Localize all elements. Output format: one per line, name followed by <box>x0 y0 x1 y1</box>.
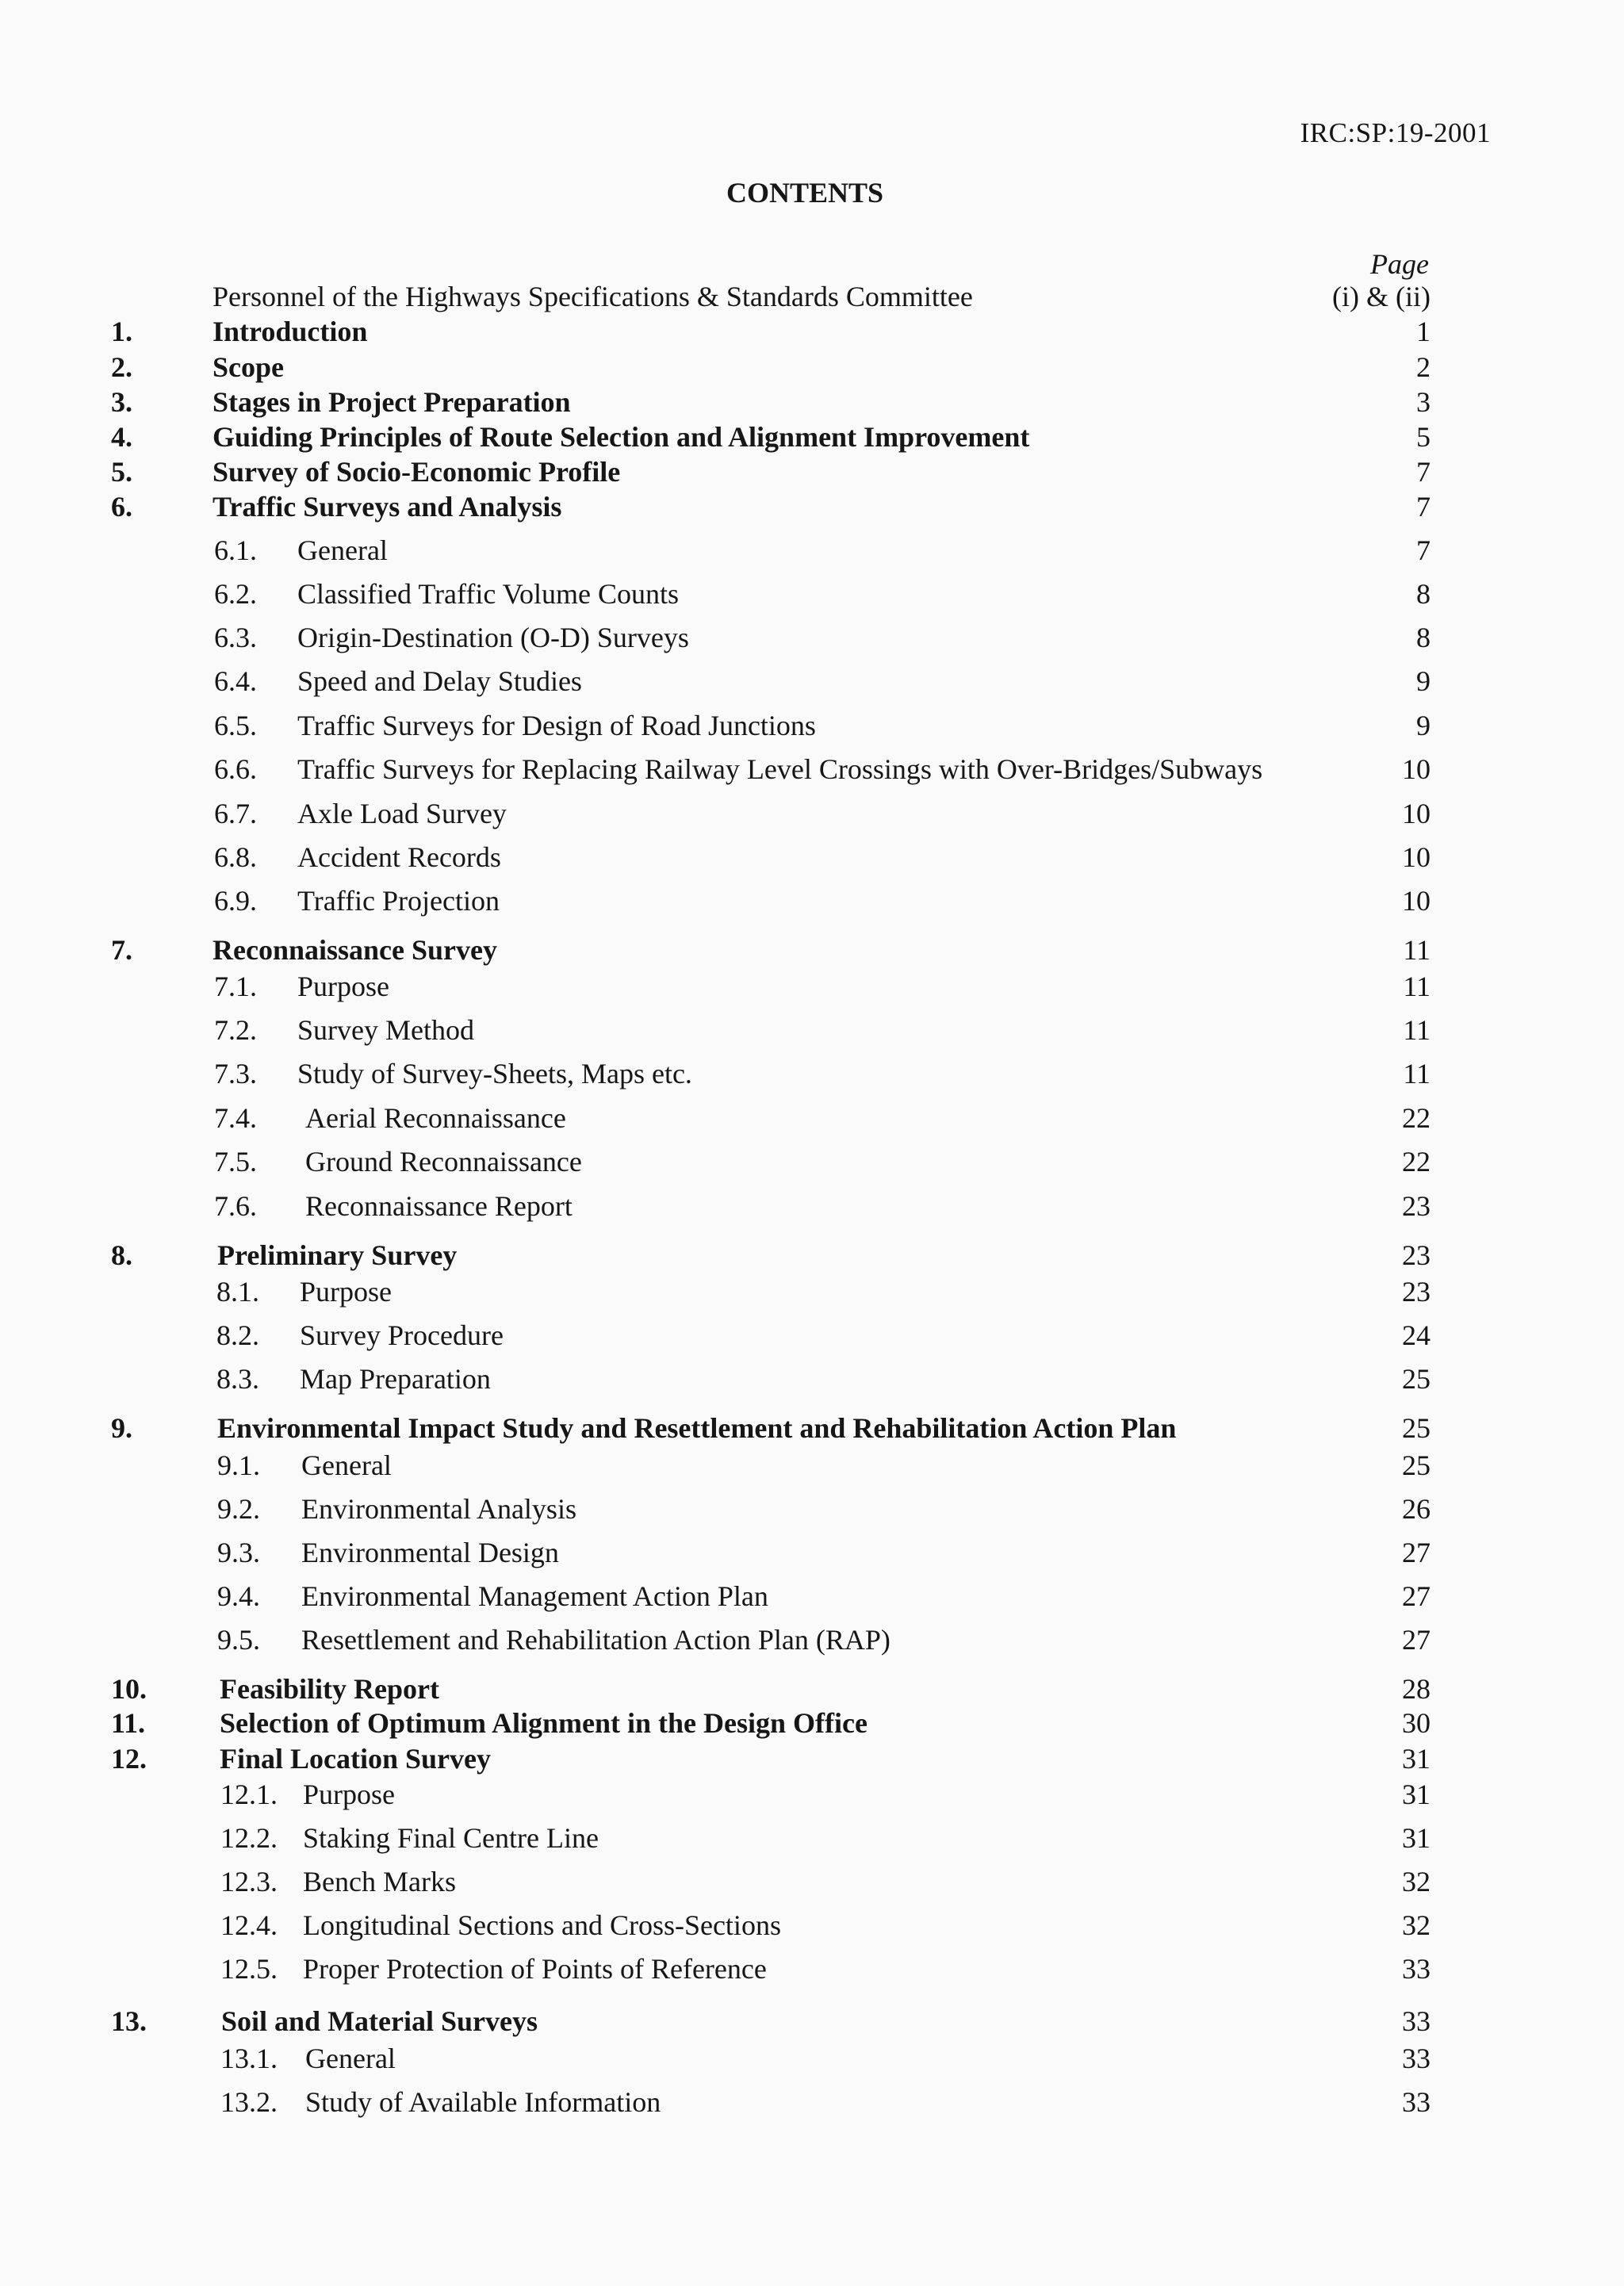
toc-subsection-number: 8.3. <box>216 1363 259 1395</box>
toc-section <box>0 932 1624 967</box>
toc-section-number: 3. <box>111 386 132 418</box>
toc-subsection <box>0 883 1624 918</box>
toc-subsection-number: 7.2. <box>214 1014 257 1046</box>
toc-subsection-title: Purpose <box>303 1779 395 1810</box>
toc-subsection-title: General <box>305 2043 396 2074</box>
toc-subsection-number: 7.6. <box>214 1190 257 1222</box>
toc-entry-page: 31 <box>1402 1779 1431 1810</box>
toc-entry-page: 24 <box>1402 1319 1431 1351</box>
toc-subsection-title: Traffic Surveys for Design of Road Junctions <box>297 710 816 741</box>
toc-subsection <box>0 1491 1624 1526</box>
toc-subsection <box>0 1579 1624 1614</box>
toc-subsection <box>0 576 1624 611</box>
toc-subsection <box>0 1361 1624 1396</box>
toc-entry-page: 22 <box>1402 1102 1431 1134</box>
toc-entry-page: 26 <box>1402 1493 1431 1525</box>
toc-subsection-number: 8.1. <box>216 1276 259 1308</box>
toc-subsection-number: 9.1. <box>217 1449 260 1481</box>
toc-entry-page: 11 <box>1403 971 1431 1002</box>
toc-subsection-title: Axle Load Survey <box>297 798 507 829</box>
toc-section-number: 2. <box>111 351 132 383</box>
toc-entry-page: 10 <box>1402 841 1431 873</box>
toc-subsection-number: 6.7. <box>214 798 257 829</box>
toc-subsection <box>0 1951 1624 1986</box>
toc-subsection-title: Survey Method <box>297 1014 474 1046</box>
toc-subsection-title: Staking Final Centre Line <box>303 1822 599 1854</box>
toc-subsection-number: 12.2. <box>220 1822 278 1854</box>
toc-entry-page: 33 <box>1402 2005 1431 2037</box>
toc-section-number: 7. <box>111 934 132 966</box>
toc-subsection <box>0 1101 1624 1135</box>
toc-subsection <box>0 840 1624 875</box>
toc-entry-page: 22 <box>1402 1146 1431 1177</box>
toc-subsection <box>0 1864 1624 1899</box>
toc-subsection-title: Study of Survey-Sheets, Maps etc. <box>297 1058 692 1089</box>
toc-section <box>0 385 1624 419</box>
toc-section <box>0 1671 1624 1706</box>
toc-entry-personnel <box>0 279 1624 314</box>
toc-subsection <box>0 1318 1624 1353</box>
toc-subsection <box>0 2041 1624 2076</box>
toc-subsection-title: Ground Reconnaissance <box>305 1146 582 1177</box>
toc-subsection <box>0 1908 1624 1943</box>
toc-subsection <box>0 1777 1624 1812</box>
toc-entry-page: 32 <box>1402 1866 1431 1897</box>
toc-subsection <box>0 708 1624 743</box>
toc-subsection <box>0 969 1624 1004</box>
toc-section-title: Preliminary Survey <box>217 1239 458 1271</box>
toc-subsection-number: 6.8. <box>214 841 257 873</box>
toc-subsection-number: 6.3. <box>214 622 257 653</box>
toc-subsection-number: 6.5. <box>214 710 257 741</box>
toc-entry-page: 25 <box>1402 1449 1431 1481</box>
toc-subsection <box>0 2085 1624 2119</box>
toc-section-title: Environmental Impact Study and Resettlement and Rehabilitation Action Plan <box>217 1412 1177 1444</box>
toc-section <box>0 454 1624 489</box>
toc-subsection-number: 6.6. <box>214 753 257 785</box>
toc-section-number: 13. <box>111 2005 147 2037</box>
toc-subsection-title: Traffic Surveys for Replacing Railway Level Crossings with Over-Bridges/Subways <box>297 753 1263 785</box>
toc-entry-page: 31 <box>1402 1822 1431 1854</box>
toc-section <box>0 489 1624 524</box>
toc-entry-page: 7 <box>1416 456 1431 488</box>
toc-section-title: Selection of Optimum Alignment in the Design Office <box>220 1707 868 1739</box>
toc-subsection-title: Resettlement and Rehabilitation Action Plan (RAP) <box>301 1624 891 1656</box>
toc-subsection-title: Study of Available Information <box>305 2086 661 2118</box>
toc-entry-page: 5 <box>1416 421 1431 453</box>
toc-section <box>0 1238 1624 1273</box>
toc-section-number: 6. <box>111 491 132 523</box>
toc-subsection <box>0 1056 1624 1091</box>
toc-subsection-number: 6.9. <box>214 885 257 917</box>
toc-subsection <box>0 1622 1624 1657</box>
toc-subsection-number: 12.1. <box>220 1779 278 1810</box>
toc-section-title: Soil and Material Surveys <box>221 2005 538 2037</box>
toc-entry-page: 33 <box>1402 2043 1431 2074</box>
toc-entry-page: 1 <box>1416 316 1431 347</box>
toc-entry-page: 10 <box>1402 753 1431 785</box>
toc-subsection <box>0 533 1624 568</box>
toc-subsection-number: 12.4. <box>220 1909 278 1941</box>
toc-section-number: 9. <box>111 1412 132 1444</box>
toc-subsection-number: 6.4. <box>214 665 257 697</box>
toc-subsection-title: General <box>297 534 388 566</box>
toc-section-title: Final Location Survey <box>220 1743 492 1775</box>
toc-subsection <box>0 1448 1624 1483</box>
toc-subsection-number: 7.3. <box>214 1058 257 1089</box>
toc-entry-page: 10 <box>1402 885 1431 917</box>
toc-section-number: 10. <box>111 1673 147 1705</box>
toc-subsection <box>0 1189 1624 1223</box>
toc-entry-page: 2 <box>1416 351 1431 383</box>
toc-subsection-number: 9.4. <box>217 1580 260 1612</box>
toc-section-number: 4. <box>111 421 132 453</box>
toc-section-title: Introduction <box>213 316 368 347</box>
toc-entry-page: 27 <box>1402 1624 1431 1656</box>
toc-entry-title: Personnel of the Highways Specifications & Standards Committee <box>213 281 973 312</box>
toc-subsection-number: 8.2. <box>216 1319 259 1351</box>
toc-section-title: Feasibility Report <box>220 1673 439 1705</box>
toc-subsection <box>0 796 1624 831</box>
toc-subsection-title: Environmental Management Action Plan <box>301 1580 768 1612</box>
toc-entry-page: 27 <box>1402 1580 1431 1612</box>
toc-entry-page: 7 <box>1416 534 1431 566</box>
toc-entry-page: 23 <box>1402 1276 1431 1308</box>
toc-subsection <box>0 1013 1624 1047</box>
toc-subsection-number: 6.1. <box>214 534 257 566</box>
toc-section-title: Survey of Socio-Economic Profile <box>213 456 621 488</box>
toc-subsection-title: General <box>301 1449 392 1481</box>
toc-entry-page: 25 <box>1402 1363 1431 1395</box>
toc-entry-page: 11 <box>1403 1058 1431 1089</box>
toc-section-title: Guiding Principles of Route Selection and Alignment Improvement <box>213 421 1030 453</box>
toc-subsection-title: Survey Procedure <box>300 1319 504 1351</box>
toc-entry-page: 33 <box>1402 1953 1431 1985</box>
toc-entry-page: 31 <box>1402 1743 1431 1775</box>
toc-subsection-number: 13.2. <box>220 2086 278 2118</box>
toc-entry-page: 10 <box>1402 798 1431 829</box>
toc-section-number: 11. <box>111 1707 146 1739</box>
toc-entry-page: 9 <box>1416 710 1431 741</box>
toc-subsection-number: 7.4. <box>214 1102 257 1134</box>
toc-section <box>0 419 1624 454</box>
toc-section <box>0 350 1624 385</box>
toc-entry-page: 11 <box>1403 1014 1431 1046</box>
toc-subsection-title: Proper Protection of Points of Reference <box>303 1953 767 1985</box>
toc-section <box>0 1706 1624 1740</box>
toc-subsection <box>0 620 1624 655</box>
toc-section <box>0 1741 1624 1776</box>
toc-subsection-title: Classified Traffic Volume Counts <box>297 578 680 610</box>
toc-subsection <box>0 1274 1624 1309</box>
page-column-heading: Page <box>1370 248 1429 280</box>
toc-entry-page: 23 <box>1402 1190 1431 1222</box>
document-code: IRC:SP:19-2001 <box>1300 117 1491 148</box>
toc-entry-page: 25 <box>1402 1412 1431 1444</box>
toc-subsection <box>0 664 1624 699</box>
toc-subsection-title: Bench Marks <box>303 1866 456 1897</box>
toc-entry-page: 23 <box>1402 1239 1431 1271</box>
toc-subsection-title: Purpose <box>297 971 389 1002</box>
toc-subsection-number: 9.3. <box>217 1537 260 1568</box>
toc-subsection-number: 12.5. <box>220 1953 278 1985</box>
toc-section-number: 1. <box>111 316 132 347</box>
toc-entry-page: 30 <box>1402 1707 1431 1739</box>
toc-subsection <box>0 1821 1624 1855</box>
toc-section <box>0 1411 1624 1446</box>
toc-subsection-number: 9.2. <box>217 1493 260 1525</box>
toc-subsection-title: Origin-Destination (O-D) Surveys <box>297 622 689 653</box>
toc-section <box>0 314 1624 349</box>
toc-subsection <box>0 1144 1624 1179</box>
toc-entry-page: 32 <box>1402 1909 1431 1941</box>
toc-subsection-title: Traffic Projection <box>297 885 500 917</box>
toc-subsection-number: 13.1. <box>220 2043 278 2074</box>
toc-subsection-number: 9.5. <box>217 1624 260 1656</box>
toc-subsection <box>0 1535 1624 1570</box>
toc-subsection-title: Speed and Delay Studies <box>297 665 582 697</box>
toc-subsection-title: Reconnaissance Report <box>305 1190 573 1222</box>
toc-entry-page: 3 <box>1416 386 1431 418</box>
toc-subsection-title: Environmental Analysis <box>301 1493 576 1525</box>
toc-section-title: Scope <box>213 351 284 383</box>
toc-section-number: 5. <box>111 456 132 488</box>
toc-entry-page: 7 <box>1416 491 1431 523</box>
toc-entry-page: 11 <box>1403 934 1431 966</box>
toc-subsection <box>0 752 1624 787</box>
toc-entry-page: 28 <box>1402 1673 1431 1705</box>
toc-subsection-title: Longitudinal Sections and Cross-Sections <box>303 1909 781 1941</box>
toc-subsection-title: Environmental Design <box>301 1537 559 1568</box>
toc-entry-page: (i) & (ii) <box>1332 281 1431 312</box>
toc-section <box>0 2004 1624 2039</box>
toc-section-title: Stages in Project Preparation <box>213 386 571 418</box>
toc-subsection-number: 12.3. <box>220 1866 278 1897</box>
toc-entry-page: 9 <box>1416 665 1431 697</box>
toc-subsection-title: Accident Records <box>297 841 501 873</box>
toc-subsection-number: 7.1. <box>214 971 257 1002</box>
toc-section-title: Reconnaissance Survey <box>213 934 497 966</box>
toc-section-title: Traffic Surveys and Analysis <box>213 491 562 523</box>
toc-section-number: 8. <box>111 1239 132 1271</box>
toc-subsection-title: Aerial Reconnaissance <box>305 1102 566 1134</box>
toc-entry-page: 8 <box>1416 578 1431 610</box>
toc-subsection-title: Purpose <box>300 1276 392 1308</box>
page-title: CONTENTS <box>726 177 884 209</box>
toc-subsection-number: 6.2. <box>214 578 257 610</box>
toc-entry-page: 33 <box>1402 2086 1431 2118</box>
toc-subsection-title: Map Preparation <box>300 1363 491 1395</box>
toc-subsection-number: 7.5. <box>214 1146 257 1177</box>
toc-entry-page: 27 <box>1402 1537 1431 1568</box>
toc-entry-page: 8 <box>1416 622 1431 653</box>
toc-section-number: 12. <box>111 1743 147 1775</box>
